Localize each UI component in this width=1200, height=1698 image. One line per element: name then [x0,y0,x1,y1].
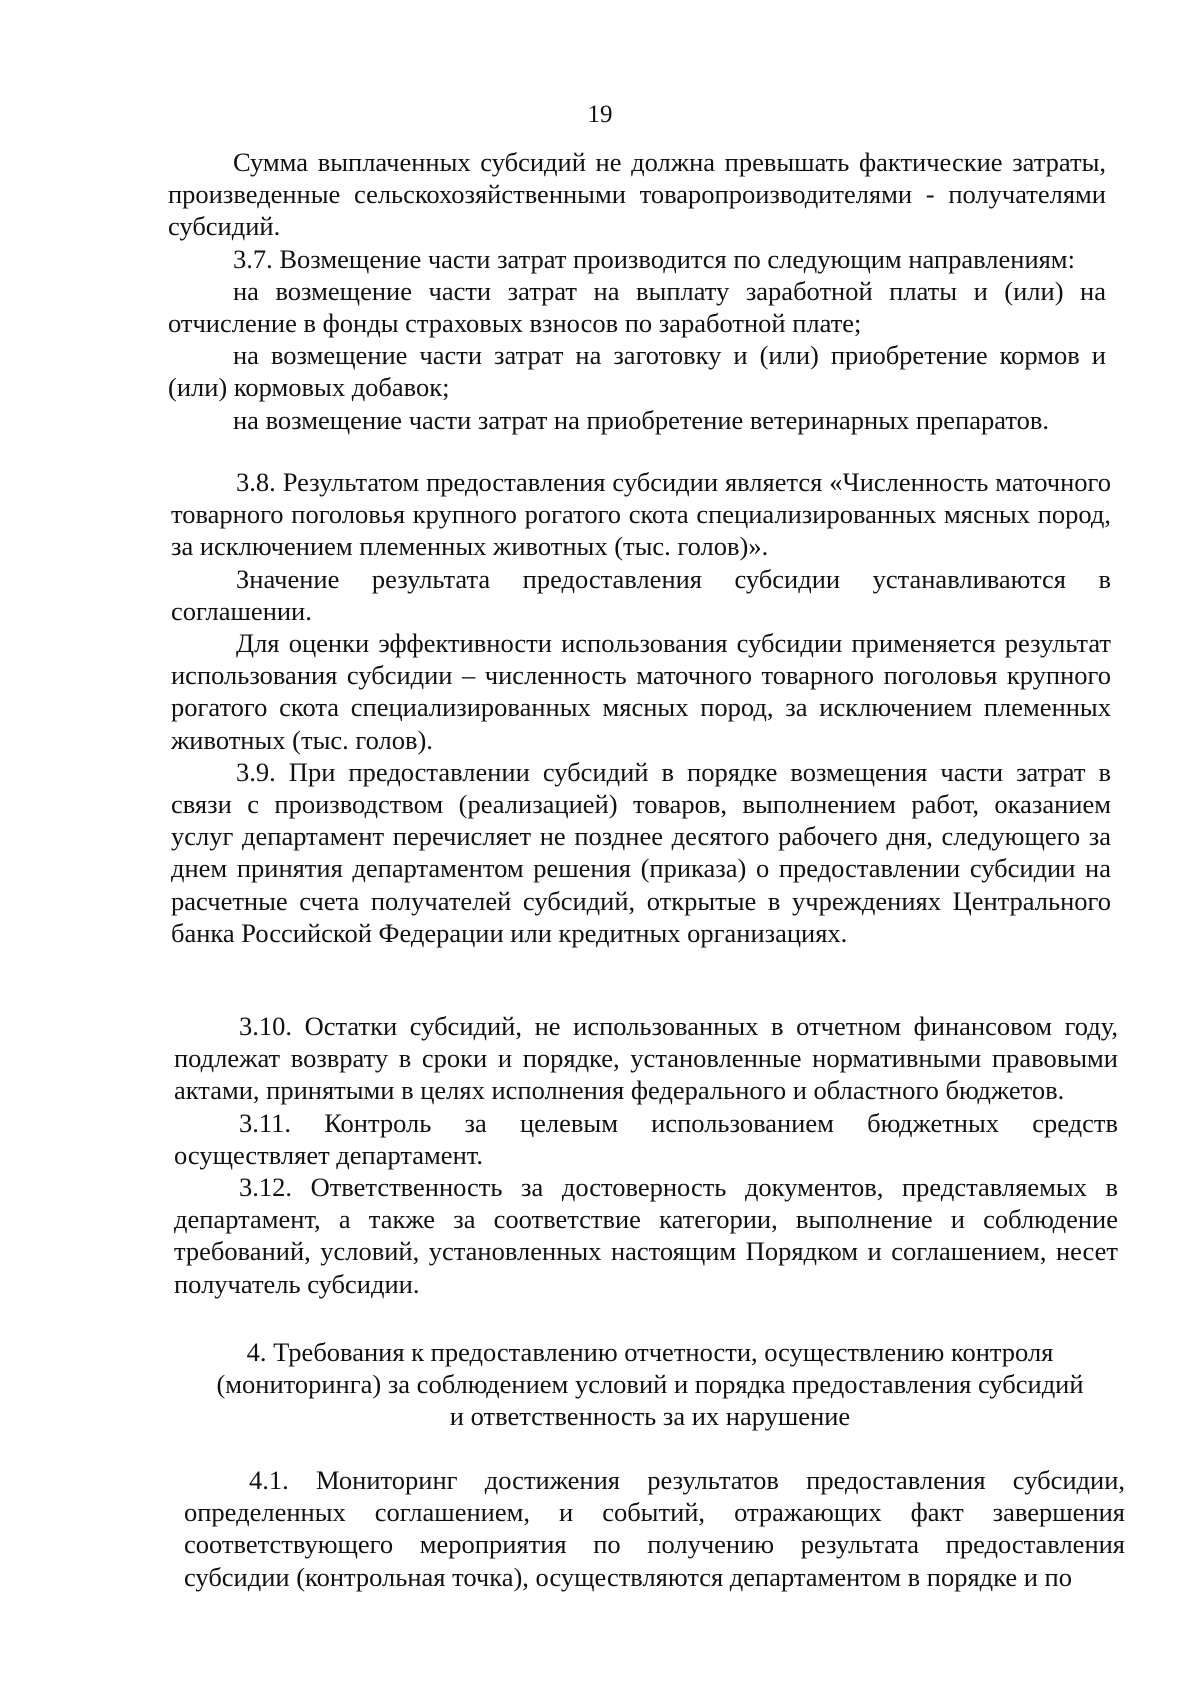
paragraphs-part3 [174,1010,1118,1300]
paragraph: на возмещение части затрат на выплату заработной платы и (или) на отчисление в фонды страховых взносов по заработной плате; [168,275,1106,339]
paragraph: 3.12. Ответственность за достоверность документов, представляемых в департамент, а также за соответствие категории, выполнение и соблюдение требований, условий, установленных настоящим Порядком и соглашением, несет получатель субсидии. [174,1172,1118,1299]
paragraph: на возмещение части затрат на заготовку и (или) приобретение кормов и (или) кормовых добавок; [168,340,1106,403]
paragraph: 4.1. Мониторинг достижения результатов предоставления субсидии, определенных соглашением, и событий, отражающих факт завершения соответствующего мероприятия по получению результата предоставления субсидии (контрольная точка), осуществляются департаментом в порядке и по [184,1465,1125,1592]
paragraph: Сумма выплаченных субсидий не должна превышать фактические затраты, произведенные сельскохозяйственными товаропроизводителями - получателями субсидий. [168,147,1106,242]
paragraph: Для оценки эффективности использования субсидии применяется результат использования субсидии – численность маточного товарного поголовья крупного рогатого скота специализированных мясных пород, за исключением племенных животных (тыс. голов). [171,628,1111,755]
section-heading-line: (мониторинга) за соблюдением условий и порядка предоставления субсидий [216,1369,1084,1400]
paragraph: 3.11. Контроль за целевым использованием бюджетных средств осуществляет департамент. [174,1107,1118,1170]
paragraph: Значение результата предоставления субсидии устанавливаются в соглашении. [171,563,1111,626]
paragraphs-part4 [184,1464,1125,1593]
paragraph: 3.10. Остатки субсидий, не использованных в отчетном финансовом году, подлежат возврату в сроки и порядке, установленные нормативными правовыми актами, принятыми в целях исполнения федерального и областного бюджетов. [174,1011,1118,1106]
paragraph: на возмещение части затрат на приобретение ветеринарных препаратов. [233,404,1049,435]
paragraph: 3.8. Результатом предоставления субсидии является «Численность маточного товарного поголовья крупного рогатого скота специализированных мясных пород, за исключением племенных животных (тыс. голов)». [171,467,1111,562]
paragraphs-part2 [171,466,1111,949]
paragraph: 3.7. Возмещение части затрат производится по следующим направлениям: [233,243,1075,274]
section-heading-line: 4. Требования к предоставлению отчетности, осуществлению контроля [246,1337,1054,1367]
page-number: 19 [587,101,613,128]
section-heading [170,1336,1130,1433]
paragraphs-part1 [168,146,1106,436]
paragraph: 3.9. При предоставлении субсидий в порядке возмещения части затрат в связи с производством (реализацией) товаров, выполнением работ, оказанием услуг департамент перечисляет не позднее десятого рабочего дня, следующего за днем принятия департаментом решения (приказа) о предоставлении субсидии на расчетные счета получателей субсидий, открытые в учреждениях Центрального банка Российской Федерации или кредитных организациях. [171,756,1111,948]
section-heading-line: и ответственность за их нарушение [449,1401,851,1432]
